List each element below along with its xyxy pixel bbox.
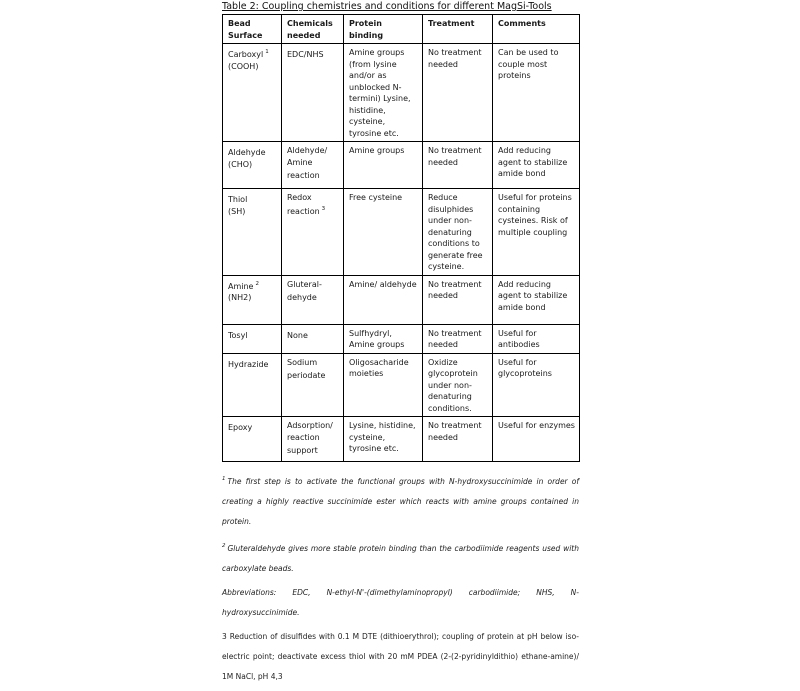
footnote-ref-icon: 1 — [265, 49, 269, 55]
surface-name: Hydrazide — [228, 359, 269, 369]
surface-formula: (CHO) — [228, 159, 253, 169]
cell-treatment: Oxidize glycoprotein under non-denaturing conditions. — [423, 353, 493, 417]
surface-name: Amine — [228, 281, 254, 291]
cell-protein-binding: Free cysteine — [344, 189, 423, 276]
table-row-hydrazide — [223, 353, 580, 417]
chemicals-name: Sodium periodate — [287, 357, 326, 380]
cell-bead-surface — [223, 324, 282, 353]
footnote-3 — [222, 627, 579, 687]
footnotes-section — [222, 469, 579, 687]
cell-protein-binding: Amine/ aldehyde — [344, 275, 423, 324]
coupling-chemistries-table — [222, 14, 580, 462]
col-header-protein-binding: Protein binding — [344, 15, 423, 44]
surface-name: Aldehyde — [228, 148, 266, 157]
footnote-marker: 2 — [222, 543, 226, 549]
cell-comments: Useful for enzymes — [493, 417, 580, 462]
cell-treatment: No treatment needed — [423, 275, 493, 324]
footnote-ref-icon: 2 — [255, 280, 259, 287]
cell-bead-surface — [223, 275, 282, 324]
cell-chemicals — [282, 142, 344, 189]
cell-protein-binding: Amine groups — [344, 142, 423, 189]
cell-chemicals — [282, 275, 344, 324]
chemicals-name: Aldehyde/ Amine reaction — [287, 146, 328, 180]
table-row-carboxyl — [223, 44, 580, 142]
cell-chemicals — [282, 324, 344, 353]
cell-comments: Can be used to couple most proteins — [493, 44, 580, 142]
table-row-amine — [223, 275, 580, 324]
footnote-ref-icon: 3 — [321, 205, 326, 212]
cell-chemicals — [282, 417, 344, 462]
col-header-chemicals-needed: Chemicals needed — [282, 15, 344, 44]
col-header-comments: Comments — [493, 15, 580, 44]
cell-protein-binding: Oligosacharide moieties — [344, 353, 423, 417]
table-row-thiol — [223, 189, 580, 276]
table-row-tosyl — [223, 324, 580, 353]
cell-treatment: No treatment needed — [423, 417, 493, 462]
cell-chemicals — [282, 44, 344, 142]
header-row — [223, 15, 580, 44]
cell-treatment: Reduce disulphides under non-denaturing conditions to generate free cysteine. — [423, 189, 493, 276]
cell-treatment: No treatment needed — [423, 324, 493, 353]
cell-treatment: No treatment needed — [423, 44, 493, 142]
footnote-2 — [222, 536, 579, 579]
footnote-1 — [222, 469, 579, 532]
cell-protein-binding: Sulfhydryl, Amine groups — [344, 324, 423, 353]
footnote-text: The first step is to activate the functional groups with N-hydroxysuccinimide in order of creating a highly reactive succinimide ester which reacts with amine groups contained in protein. — [222, 477, 579, 526]
table-row-aldehyde — [223, 142, 580, 189]
col-header-treatment: Treatment — [423, 15, 493, 44]
cell-protein-binding: Amine groups (from lysine and/or as unblocked N-termini) Lysine, histidine, cysteine, tyrosine etc. — [344, 44, 423, 142]
cell-bead-surface — [223, 417, 282, 462]
surface-formula: (COOH) — [228, 61, 259, 71]
surface-name: Carboxyl — [228, 50, 264, 59]
abbreviations-note — [222, 583, 579, 623]
chemicals-name: Adsorption/ reaction support — [287, 421, 333, 455]
col-header-bead-surface: Bead Surface — [223, 15, 282, 44]
cell-comments: Useful for proteins containing cysteines. Risk of multiple coupling — [493, 189, 580, 276]
cell-comments: Add reducing agent to stabilize amide bond — [493, 142, 580, 189]
footnote-text: Gluteraldehyde gives more stable protein binding than the carbodiimide reagents used with carboxylate beads. — [222, 544, 579, 573]
cell-bead-surface — [223, 44, 282, 142]
cell-comments: Useful for glycoproteins — [493, 353, 580, 417]
surface-name: Epoxy — [228, 423, 253, 432]
footnote-text: Reduction of disulfides with 0.1 M DTE (dithioerythrol); coupling of protein at pH below iso-electric point; deactivate excess thiol with 20 mM PDEA (2-(2-pyridinyldithio) ethane-amine)/ 1M NaCl, pH 4,3 — [222, 632, 579, 681]
cell-chemicals — [282, 189, 344, 276]
footnote-marker: 1 — [222, 476, 226, 482]
chemicals-name: EDC/NHS — [287, 50, 324, 59]
footnote-text: Abbreviations: EDC, N-ethyl-N'-(dimethylaminopropyl) carbodiimide; NHS, N-hydroxysuccinimide. — [222, 588, 579, 617]
table-caption: Table 2: Coupling chemistries and conditions for different MagSi-Tools — [222, 1, 552, 12]
cell-bead-surface — [223, 189, 282, 276]
cell-protein-binding: Lysine, histidine, cysteine, tyrosine etc. — [344, 417, 423, 462]
cell-comments: Useful for antibodies — [493, 324, 580, 353]
document-page — [222, 1, 579, 691]
cell-bead-surface — [223, 142, 282, 189]
footnote-marker: 3 — [222, 632, 227, 641]
cell-treatment: No treatment needed — [423, 142, 493, 189]
surface-formula: (NH2) — [228, 293, 252, 302]
chemicals-name: Gluteral-dehyde — [287, 279, 322, 302]
surface-name: Tosyl — [228, 330, 248, 340]
cell-comments: Add reducing agent to stabilize amide bond — [493, 275, 580, 324]
cell-bead-surface — [223, 353, 282, 417]
surface-formula: (SH) — [228, 206, 246, 216]
chemicals-name: Redox reaction — [287, 193, 320, 216]
cell-chemicals — [282, 353, 344, 417]
surface-name: Thiol — [228, 195, 248, 204]
table-row-epoxy — [223, 417, 580, 462]
chemicals-name: None — [287, 330, 308, 340]
